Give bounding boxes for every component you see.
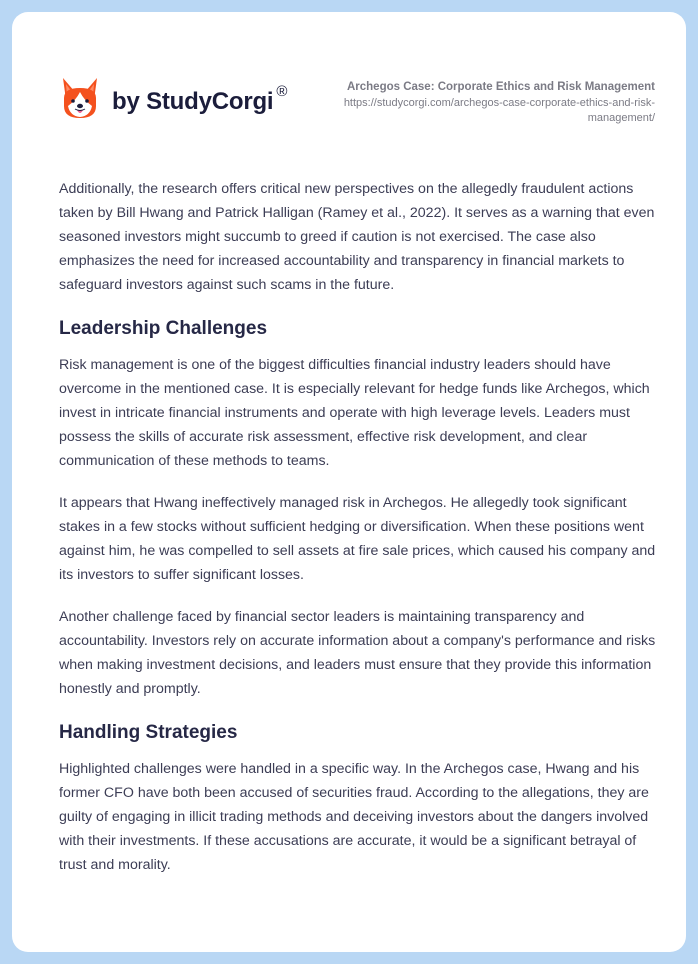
article-body <box>59 177 661 895</box>
document-meta <box>295 80 655 126</box>
paragraph: Highlighted challenges were handled in a specific way. In the Archegos case, Hwang and his former CFO have both been accused of securities fraud. According to the allegations, they are guilty of engaging in illicit trading methods and deceiving investors about the dangers involved with their investments. If these accusations are accurate, it would be a significant betrayal of trust and morality. <box>59 761 649 873</box>
registered-mark: ® <box>276 82 288 100</box>
section-heading-leadership-challenges: Leadership Challenges <box>59 318 268 339</box>
intro-paragraph: Additionally, the research offers critical new perspectives on the allegedly fraudulent actions taken by Bill Hwang and Patrick Halligan (Ramey et al., 2022). It serves as a warning that even seasoned investors might succumb to greed if caution is not exercised. The case also emphasizes the need for increased accountability and transparency in financial markets to safeguard investors against such scams in the future. <box>59 181 655 293</box>
section-heading-handling-strategies: Handling Strategies <box>59 722 238 743</box>
paragraph: It appears that Hwang ineffectively managed risk in Archegos. He allegedly took significant stakes in a few stocks without sufficient hedging or diversification. When these positions went against him, he was compelled to sell assets at fire sale prices, which caused his company and its investors to suffer significant losses. <box>59 495 656 583</box>
document-header <box>12 12 686 152</box>
document-title: Archegos Case: Corporate Ethics and Risk Management <box>346 81 655 93</box>
studycorgi-logo[interactable] <box>60 76 287 120</box>
corgi-logo-icon <box>60 76 100 120</box>
paragraph: Another challenge faced by financial sector leaders is maintaining transparency and accountability. Investors rely on accurate information about a company's performance and risks when making investment decisions, and leaders must ensure that they provide this information honestly and promptly. <box>59 609 656 697</box>
brand-name: by StudyCorgi ® <box>112 82 288 115</box>
paragraph: Risk management is one of the biggest difficulties financial industry leaders should have overcome in the mentioned case. It is especially relevant for hedge funds like Archegos, which invest in intricate financial instruments and operate with high leverage levels. Leaders must possess the skills of accurate risk assessment, effective risk development, and clear communication of these methods to teams. <box>59 357 650 469</box>
document-card <box>12 12 686 952</box>
document-url[interactable]: https://studycorgi.com/archegos-case-corporate-ethics-and-risk-management/ <box>343 97 655 124</box>
